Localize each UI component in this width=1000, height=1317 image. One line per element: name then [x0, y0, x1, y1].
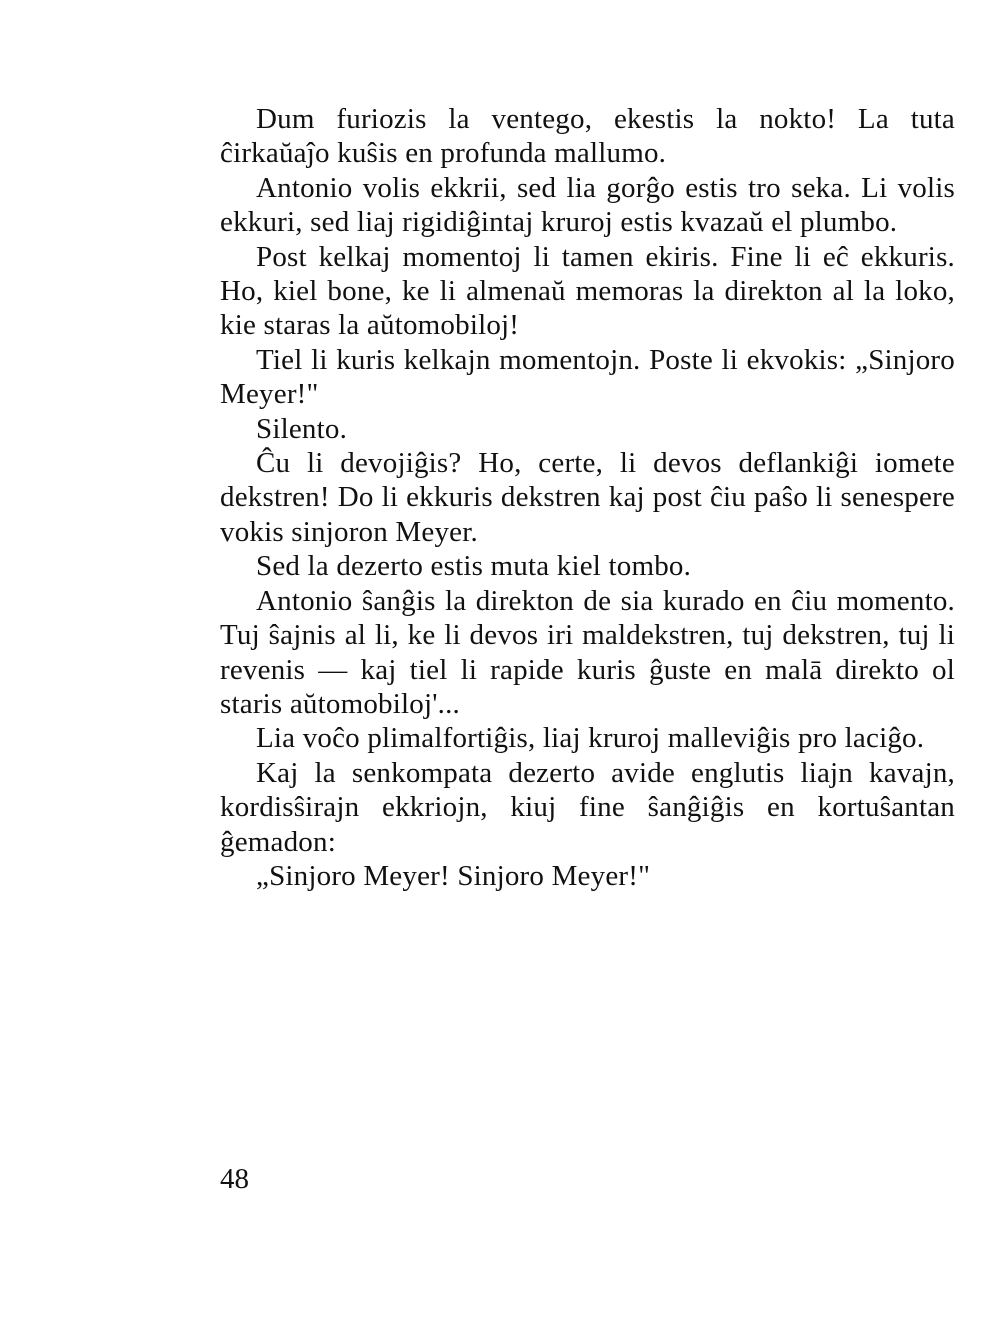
paragraph: Lia voĉo plimalfortiĝis, liaj kruroj malleviĝis pro laciĝo. [256, 722, 925, 755]
paragraph: Post kelkaj momentoj li tamen ekiris. Fine li eĉ ekkuris. Ho, kiel bone, ke li almenaŭ memoras la direkton al la loko, kie staras la aŭtomobiloj! [220, 240, 955, 342]
paragraph: Silento. [256, 412, 348, 445]
body-text [220, 102, 955, 893]
paragraph: Sed la dezerto estis muta kiel tombo. [256, 550, 692, 583]
page-number: 48 [220, 1163, 249, 1195]
paragraph: Dum furiozis la ventego, ekestis la nokto! La tuta ĉirkaŭaĵo kuŝis en profunda mallumo. [220, 103, 955, 170]
paragraph: Antonio volis ekkrii, sed lia gorĝo estis tro seka. Li volis ekkuri, sed liaj rigidiĝintaj kruroj estis kvazaŭ el plumbo. [220, 171, 955, 239]
paragraph: „Sinjoro Meyer! Sinjoro Meyer!" [256, 859, 651, 892]
paragraph: Antonio ŝanĝis la direkton de sia kurado en ĉiu momento. Tuj ŝajnis al li, ke li devos iri maldekstren, tuj dekstren, tuj li revenis — kaj tiel li rapide kuris ĝuste en malā direkto ol staris aŭtomobiloj'... [220, 584, 955, 720]
paragraph: Tiel li kuris kelkajn momentojn. Poste li ekvokis: „Sinjoro Meyer!" [220, 343, 955, 411]
paragraph: Ĉu li devojiĝis? Ho, certe, li devos deflankiĝi iomete dekstren! Do li ekkuris dekstren kaj post ĉiu paŝo li senespere vokis sinjoron Meyer. [220, 447, 955, 548]
paragraph: Kaj la senkompata dezerto avide englutis liajn kavajn, kordisŝirajn ekkriojn, kiuj fine ŝanĝiĝis en kortuŝantan ĝemadon: [220, 756, 955, 858]
